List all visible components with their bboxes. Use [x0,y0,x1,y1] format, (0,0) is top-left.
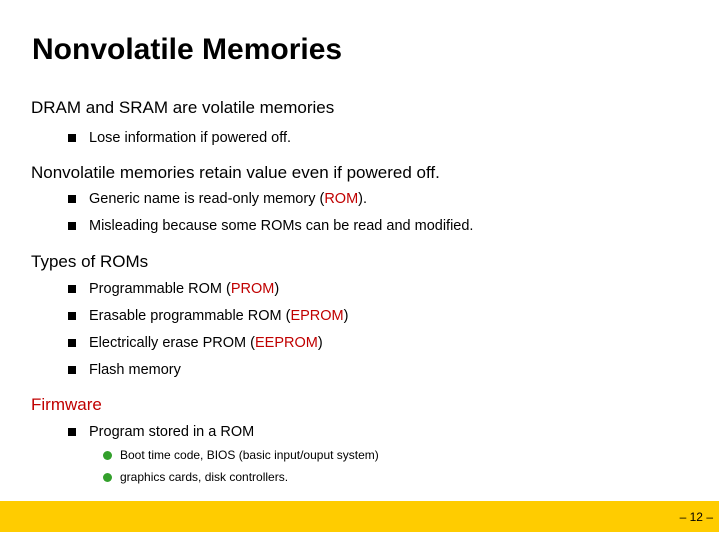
sub-bullet-text: graphics cards, disk controllers. [120,470,289,484]
bullet-text: Misleading because some ROMs can be read and modified. [89,218,474,234]
square-bullet-icon [68,312,76,320]
bullet-text: Generic name is read-only memory (ROM). [89,191,368,207]
highlighted-term: EPROM [290,308,344,324]
highlighted-term: ROM [324,191,359,207]
square-bullet-icon [68,339,76,347]
square-bullet-icon [68,428,76,436]
square-bullet-icon [68,222,76,230]
round-bullet-icon [103,451,112,460]
bullet-text: Erasable programmable ROM (EPROM) [89,308,349,324]
square-bullet-icon [68,285,76,293]
round-bullet-icon [103,473,112,482]
sub-bullet-text: Boot time code, BIOS (basic input/ouput system) [120,448,379,462]
section-heading: DRAM and SRAM are volatile memories [31,98,335,117]
square-bullet-icon [68,366,76,374]
square-bullet-icon [68,134,76,142]
bullet-text: Lose information if powered off. [89,130,292,146]
highlighted-term: PROM [230,281,275,297]
bullet-text: Program stored in a ROM [89,424,255,440]
slide-title: Nonvolatile Memories [32,33,343,66]
section-heading: Nonvolatile memories retain value even if powered off. [31,163,440,182]
bullet-text: Electrically erase PROM (EEPROM) [89,335,323,351]
bullet-text: Flash memory [89,362,181,378]
highlighted-term: EEPROM [254,335,318,351]
section-heading: Types of ROMs [31,252,149,271]
footer-bar [0,501,719,532]
square-bullet-icon [68,195,76,203]
bullet-text: Programmable ROM (PROM) [89,281,280,297]
section-heading-firmware: Firmware [31,395,102,414]
page-number: – 12 – [679,510,713,524]
